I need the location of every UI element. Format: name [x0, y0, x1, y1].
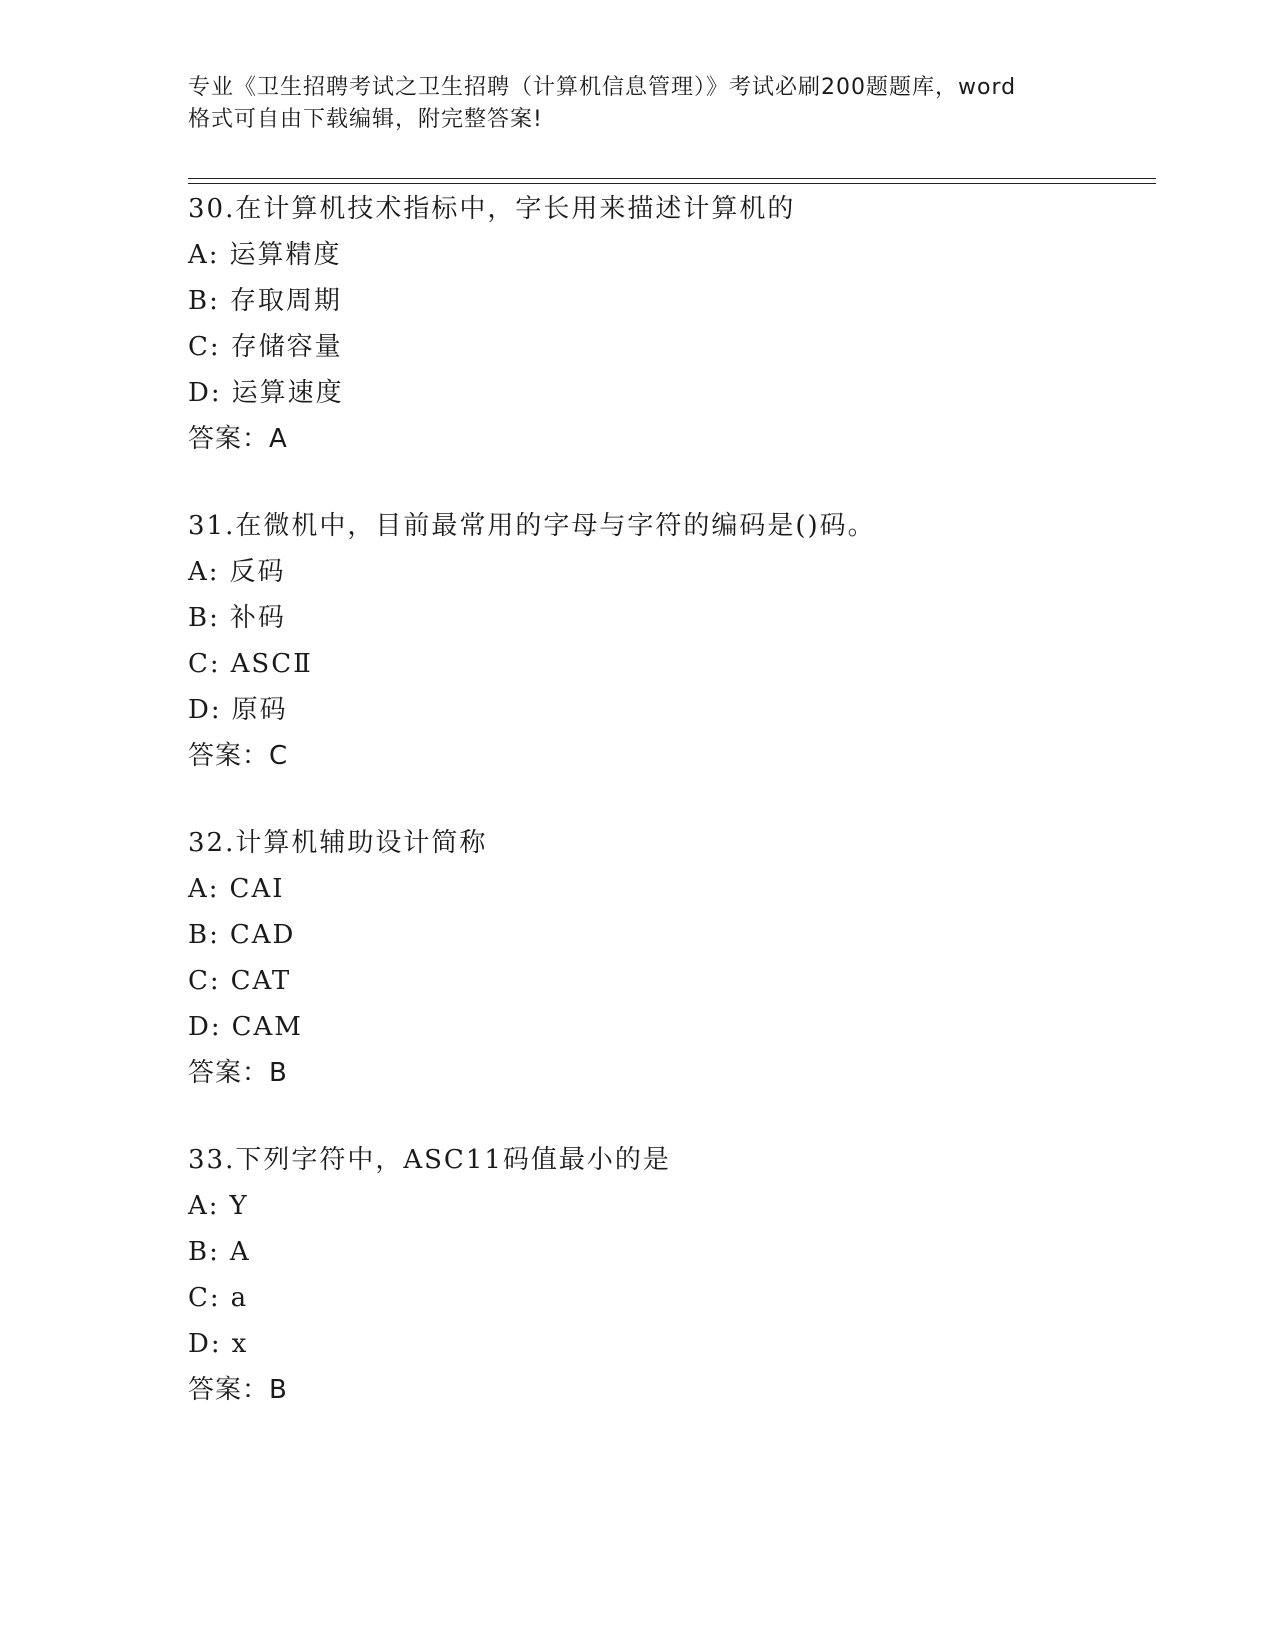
option-c	[188, 324, 1148, 370]
option-text: CAT	[230, 966, 292, 996]
option-text: 补码	[229, 603, 286, 633]
header-divider-top	[188, 178, 1156, 179]
option-d	[188, 370, 1148, 416]
option-c	[188, 1275, 1148, 1321]
option-text: ASCⅡ	[230, 649, 313, 679]
option-letter: C:	[188, 332, 221, 362]
option-letter: B:	[188, 1237, 220, 1267]
option-text: Y	[229, 1191, 249, 1221]
option-text: 运算精度	[229, 240, 342, 270]
option-letter: D:	[188, 378, 222, 408]
option-b	[188, 1229, 1148, 1275]
option-text: CAM	[231, 1012, 303, 1042]
option-letter: A:	[188, 240, 220, 270]
option-b	[188, 278, 1148, 324]
option-letter: C:	[188, 966, 221, 996]
option-letter: D:	[188, 1329, 222, 1359]
option-b	[188, 912, 1148, 958]
header-line-2: 格式可自由下载编辑，附完整答案!	[188, 107, 543, 132]
option-d	[188, 687, 1148, 733]
option-text: CAI	[229, 874, 285, 904]
option-letter: A:	[188, 1191, 220, 1221]
option-letter: C:	[188, 1283, 221, 1313]
answer-line: 答案：A	[188, 424, 288, 454]
option-a	[188, 232, 1148, 278]
option-letter: D:	[188, 1012, 222, 1042]
option-letter: A:	[188, 557, 220, 587]
question-block	[188, 186, 1148, 462]
option-text: a	[230, 1283, 249, 1313]
question-block	[188, 820, 1148, 1096]
document-header	[188, 72, 1088, 136]
option-b	[188, 595, 1148, 641]
option-letter: B:	[188, 603, 220, 633]
question-block	[188, 1137, 1148, 1413]
option-d	[188, 1321, 1148, 1367]
header-line-1: 专业《卫生招聘考试之卫生招聘（计算机信息管理）》考试必刷200题题库，word	[188, 75, 1017, 100]
option-letter: C:	[188, 649, 221, 679]
option-c	[188, 641, 1148, 687]
question-stem: 31.在微机中，目前最常用的字母与字符的编码是()码。	[188, 511, 876, 541]
option-text: 原码	[231, 695, 288, 725]
option-letter: A:	[188, 874, 220, 904]
option-a	[188, 549, 1148, 595]
question-stem: 32.计算机辅助设计简称	[188, 828, 488, 858]
answer-line: 答案：B	[188, 1375, 288, 1405]
header-divider-bottom	[188, 183, 1156, 184]
option-letter: B:	[188, 286, 220, 316]
option-text: 存取周期	[229, 286, 342, 316]
option-c	[188, 958, 1148, 1004]
option-a	[188, 1183, 1148, 1229]
option-a	[188, 866, 1148, 912]
answer-line: 答案：B	[188, 1058, 288, 1088]
answer-line: 答案：C	[188, 741, 289, 771]
option-text: x	[231, 1329, 249, 1359]
option-text: 存储容量	[230, 332, 343, 362]
option-letter: D:	[188, 695, 222, 725]
option-letter: B:	[188, 920, 220, 950]
option-text: 运算速度	[231, 378, 344, 408]
option-text: CAD	[229, 920, 296, 950]
option-d	[188, 1004, 1148, 1050]
question-stem: 30.在计算机技术指标中，字长用来描述计算机的	[188, 194, 796, 224]
option-text: A	[229, 1237, 251, 1267]
question-block	[188, 503, 1148, 779]
option-text: 反码	[229, 557, 286, 587]
question-stem: 33.下列字符中，ASC11码值最小的是	[188, 1145, 671, 1175]
